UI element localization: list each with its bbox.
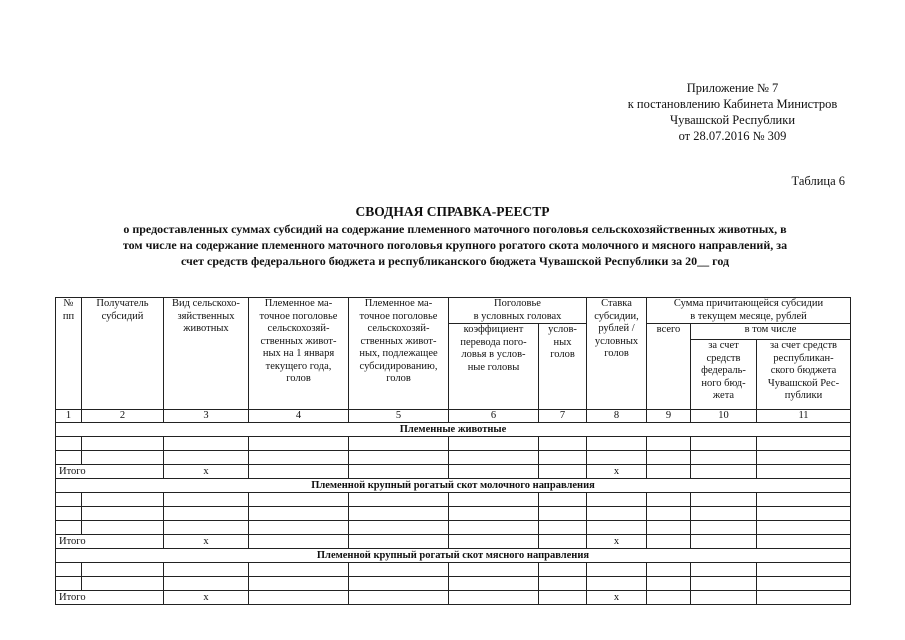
col-number: 5 (349, 410, 449, 423)
total-row (56, 535, 851, 549)
total-mark: x (164, 465, 249, 479)
table-row (56, 493, 851, 507)
appendix-block (560, 80, 905, 144)
header-livestock-conditional: Поголовье в условных головах (449, 298, 587, 324)
document-subtitle (55, 221, 855, 269)
total-label: Итого (56, 535, 164, 549)
header-including: в том числе (691, 324, 851, 340)
appendix-line-1: Приложение № 7 (686, 81, 779, 95)
col-number: 8 (587, 410, 647, 423)
column-numbers-row (56, 410, 851, 423)
col-number: 6 (449, 410, 539, 423)
total-row (56, 465, 851, 479)
col-number: 10 (691, 410, 757, 423)
header-subsidy-sum: Сумма причитающейся субсидии в текущем месяце, рублей (647, 298, 851, 324)
total-mark: x (587, 535, 647, 549)
table-row (56, 521, 851, 535)
header-animal-type: Вид сельскохо- зяйственных животных (164, 298, 249, 410)
table-label: Таблица 6 (791, 174, 845, 188)
subtitle-line-2: том числе на содержание племенного маточного поголовья крупного рогатого скота молочного и мясного направлений, за (122, 238, 788, 252)
table-row (56, 577, 851, 591)
col-number: 1 (56, 410, 82, 423)
header-number: № пп (56, 298, 82, 410)
header-sum-total: всего (647, 324, 691, 410)
section-title-beef-cattle: Племенной крупный рогатый скот мясного направления (56, 549, 851, 563)
col-number: 7 (539, 410, 587, 423)
header-subsidy-rate: Ставка субсидии, рублей / условных голов (587, 298, 647, 410)
total-row (56, 591, 851, 605)
table-row (56, 507, 851, 521)
header-breeding-stock-subsidized: Племенное ма- точное поголовье сельскохозяй- ственных живот- ных, подлежащее субсидированию, голов (349, 298, 449, 410)
col-number: 3 (164, 410, 249, 423)
total-mark: x (164, 591, 249, 605)
header-recipient: Получатель субсидий (82, 298, 164, 410)
document-title: СВОДНАЯ СПРАВКА-РЕЕСТР (355, 204, 550, 219)
table-row (56, 563, 851, 577)
subtitle-line-1: о предоставленных суммах субсидий на содержание племенного маточного поголовья сельскохозяйственных животных, в (123, 222, 787, 236)
col-number: 11 (757, 410, 851, 423)
total-mark: x (164, 535, 249, 549)
total-label: Итого (56, 465, 164, 479)
col-number: 2 (82, 410, 164, 423)
total-label: Итого (56, 591, 164, 605)
header-breeding-stock-jan1: Племенное ма- точное поголовье сельскохозяй- ственных живот- ных на 1 января текущего года, голов (249, 298, 349, 410)
table-row (56, 437, 851, 451)
appendix-line-3: Чувашской Республики (669, 113, 796, 127)
total-mark: x (587, 465, 647, 479)
col-number: 9 (647, 410, 691, 423)
header-federal-budget: за счет средств федераль- ного бюд- жета (691, 340, 757, 410)
header-conditional-heads: услов- ных голов (539, 324, 587, 410)
total-mark: x (587, 591, 647, 605)
table-row (56, 451, 851, 465)
section-title-dairy-cattle: Племенной крупный рогатый скот молочного направления (56, 479, 851, 493)
registry-table (55, 297, 851, 605)
col-number: 4 (249, 410, 349, 423)
subtitle-line-3: счет средств федерального бюджета и республиканского бюджета Чувашской Республики за 20__ год (180, 254, 730, 268)
header-republic-budget: за счет средств республикан- ского бюджета Чувашской Рес- публики (757, 340, 851, 410)
header-conversion-coefficient: коэффициент перевода пого- ловья в услов- ные головы (449, 324, 539, 410)
appendix-line-4: от 28.07.2016 № 309 (678, 129, 787, 143)
appendix-line-2: к постановлению Кабинета Министров (627, 97, 838, 111)
section-title-breeding-animals: Племенные животные (56, 423, 851, 437)
